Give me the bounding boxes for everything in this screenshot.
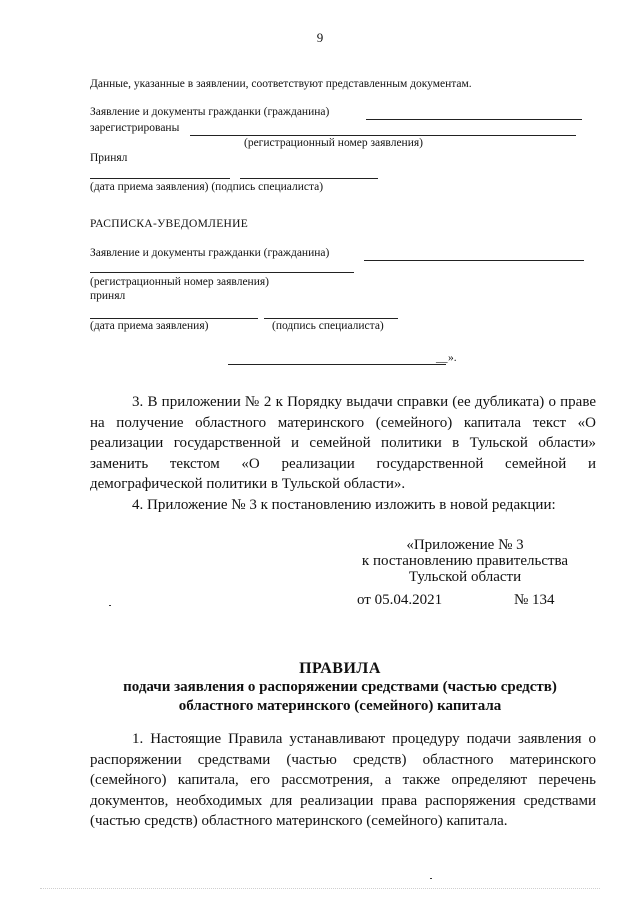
receipt-citizen-blank	[364, 260, 584, 261]
page-number: 9	[316, 30, 324, 45]
receipt-reg-number-blank	[90, 272, 354, 273]
documents-match-line: Данные, указанные в заявлении, соответствуют представленным документам.	[90, 78, 472, 90]
rules-subtitle-1: подачи заявления о распоряжении средствами (частью средств)	[123, 679, 557, 695]
date-blank	[90, 178, 230, 179]
rules-paragraph-1: 1. Настоящие Правила устанавливают процедуру подачи заявления о распоряжении средствами (частью средств) областного материнского (семейного) капитала, его рассмотрения, а также определяют перечень документов, необходимых для реализации права распоряжения средствами (частью средств) областного материнского (семейного) капитала.	[90, 731, 596, 829]
registered-label: зарегистрированы	[90, 122, 180, 134]
receipt-docs-label: Заявление и документы гражданки (гражданина)	[90, 247, 330, 259]
rules-body	[90, 729, 596, 832]
appendix-heading	[360, 537, 570, 585]
receipt-closing-blank	[228, 364, 446, 365]
signature-blank	[240, 178, 378, 179]
receipt-date-caption: (дата приема заявления)	[90, 320, 209, 332]
receipt-accepted-label: принял	[90, 290, 126, 302]
receipt-reg-number-caption: (регистрационный номер заявления)	[90, 276, 269, 288]
scan-edge-line	[40, 888, 600, 889]
registration-number-blank	[190, 135, 576, 136]
appendix-line-1: «Приложение № 3	[406, 537, 524, 553]
citizen-name-blank	[366, 119, 582, 120]
rules-subtitle-2: областного материнского (семейного) капитала	[178, 698, 502, 714]
amendment-paragraphs	[90, 392, 596, 515]
scan-speck	[109, 605, 111, 606]
receipt-signature-blank	[264, 318, 398, 319]
receipt-date-blank	[90, 318, 258, 319]
scan-speck-bottom	[430, 878, 432, 879]
reg-number-caption: (регистрационный номер заявления)	[244, 137, 423, 149]
docs-citizen-label: Заявление и документы гражданки (гражданина)	[90, 106, 330, 118]
appendix-line-2: к постановлению правительства	[361, 553, 569, 569]
underscore-tail: __	[436, 352, 448, 364]
appendix-number: № 134	[514, 592, 555, 608]
date-signature-caption: (дата приема заявления) (подпись специалиста)	[90, 181, 324, 193]
rules-title-block	[0, 659, 640, 716]
receipt-signature-caption: (подпись специалиста)	[272, 320, 384, 332]
receipt-title: РАСПИСКА-УВЕДОМЛЕНИЕ	[90, 218, 249, 230]
paragraph-3: 3. В приложении № 2 к Порядку выдачи справки (ее дубликата) о праве на получение областного материнского (семейного) капитала текст «О реализации государственной и семейной политики в Тульской области» заменить текстом «О реализации государственной семейной и демографической политики в Тульской области».	[90, 394, 596, 492]
appendix-date: от 05.04.2021	[357, 592, 443, 608]
appendix-line-3: Тульской области	[408, 569, 522, 585]
closing-quote-mark: ».	[448, 352, 457, 364]
accepted-label: Принял	[90, 152, 128, 164]
paragraph-4: 4. Приложение № 3 к постановлению изложить в новой редакции:	[132, 496, 556, 513]
rules-title: ПРАВИЛА	[299, 660, 381, 677]
